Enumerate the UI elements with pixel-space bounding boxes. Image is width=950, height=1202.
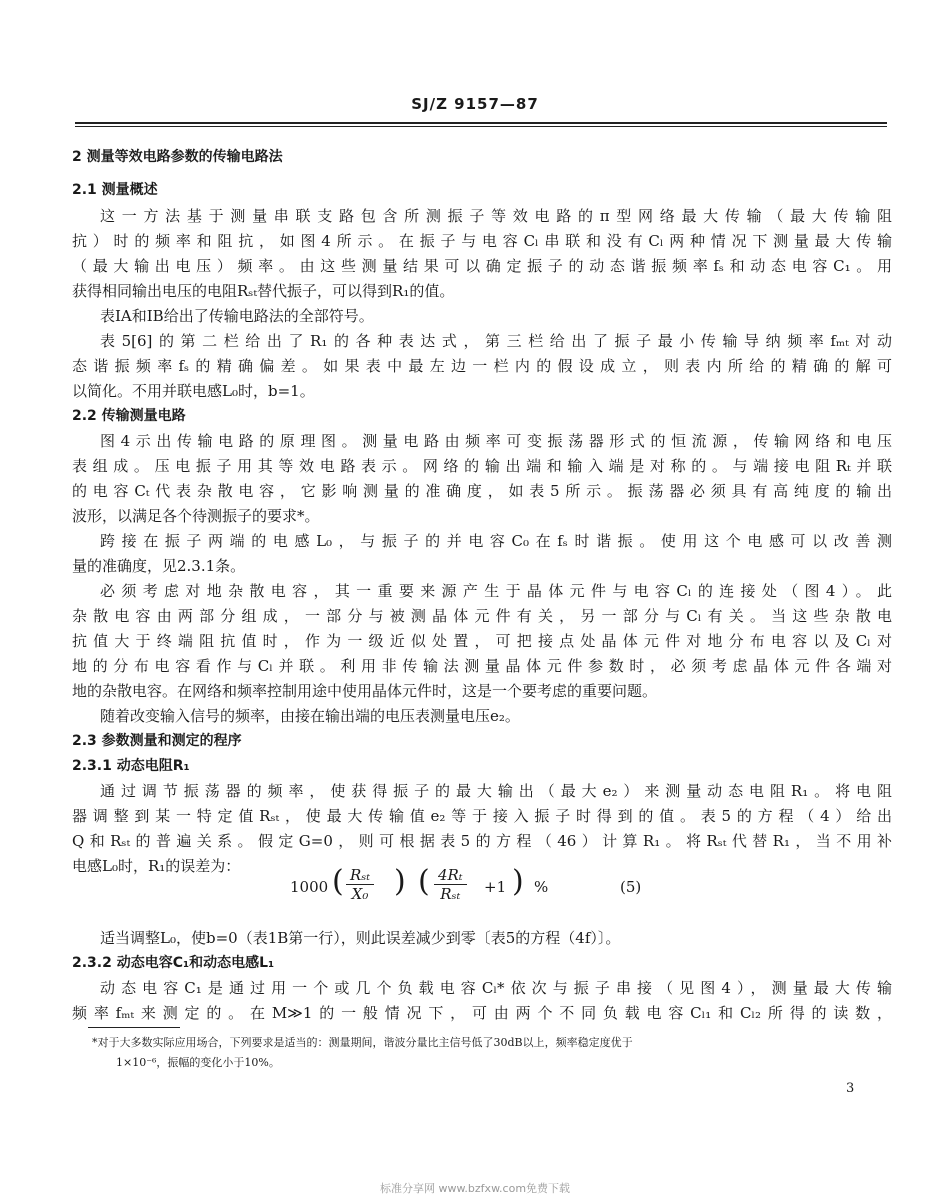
paragraph-line: 适当调整L₀，使b=0（表1B第一行），则此误差减少到零〔表5的方程（4f）〕。	[100, 929, 621, 947]
footnote-line: *对于大多数实际应用场合，下列要求是适当的：测量期间，谐波分量比主信号低了30dB以上，频率稳定度优于	[92, 1036, 633, 1049]
watermark-text: 标准分享网 www.bzfxw.com免费下载	[379, 1182, 571, 1195]
paragraph-line: 地的分布电容看作与Cₗ并联。利用非传输法测量晶体元件参数时，必须考虑晶体元件各端对	[72, 657, 892, 675]
right-paren: )	[512, 864, 524, 899]
formula-plus-one: +1	[484, 878, 507, 896]
formula-coefficient: 1000	[290, 878, 329, 896]
section-heading: 2 测量等效电路参数的传输电路法	[72, 149, 283, 165]
paragraph-line: Q和Rₛₜ的普遍关系。假定G=0，则可根据表5的方程（46）计算R₁。将Rₛₜ代替R₁，当不用补	[72, 832, 892, 850]
paragraph-line: 表IA和IB给出了传输电路法的全部符号。	[100, 307, 374, 325]
fraction-4rt-over-rst	[434, 866, 467, 903]
paragraph-line: 地的杂散电容。在网络和频率控制用途中使用晶体元件时，这是一个要考虑的重要问题。	[72, 682, 658, 700]
paragraph-line: 抗）时的频率和阻抗，如图4所示。在振子与电容Cₗ串联和没有Cₗ两种情况下测量最大传输	[72, 232, 892, 250]
left-paren: (	[332, 864, 344, 899]
page-number: 3	[846, 1081, 855, 1096]
subsection-heading: 2.3.1 动态电阻R₁	[72, 758, 190, 774]
paragraph-line: 态谐振频率fₛ的精确偏差。如果表中最左边一栏内的假设成立，则表内所给的精确的解可	[72, 357, 892, 375]
equation-number: (5)	[620, 878, 642, 896]
paragraph-line: 频率fₘₜ来测定的。在M≫1的一般情况下，可由两个不同负载电容Cₗ₁和Cₗ₂所得的读数，	[72, 1004, 892, 1022]
paragraph-line: 获得相同输出电压的电阻Rₛₜ替代振子，可以得到R₁的值。	[72, 282, 455, 300]
right-paren: )	[394, 864, 406, 899]
footnote-line: 1×10⁻⁶，振幅的变化小于10%。	[116, 1056, 280, 1069]
paragraph-line: 动态电容C₁是通过用一个或几个负载电容Cₗ*依次与振子串接（见图4），测量最大传输	[100, 979, 892, 997]
header-rule-thin	[75, 126, 887, 127]
left-paren: (	[418, 864, 430, 899]
fraction-denominator: X₀	[351, 885, 369, 903]
paragraph-line: 以简化。不用并联电感L₀时，b=1。	[72, 382, 315, 400]
paragraph-line: （最大输出电压）频率。由这些测量结果可以确定振子的动态谐振频率fₛ和动态电容C₁。用	[72, 257, 892, 275]
paragraph-line: 通过调节振荡器的频率，使获得振子的最大输出（最大e₂）来测量动态电阻R₁。将电阻	[100, 782, 892, 800]
fraction-denominator: Rₛₜ	[440, 885, 461, 903]
fraction-numerator: Rₛₜ	[346, 866, 374, 885]
paragraph-line: 抗值大于终端阻抗值时，作为一级近似处置，可把接点处晶体元件对地分布电容以及Cₗ对	[72, 632, 892, 650]
paragraph-line: 表5[6]的第二栏给出了R₁的各种表达式，第三栏给出了振子最小传输导纳频率fₘₜ对动	[100, 332, 892, 350]
paragraph-line: 表组成。压电振子用其等效电路表示。网络的输出端和输入端是对称的。与端接电阻Rₜ并联	[72, 457, 892, 475]
subsection-heading: 2.1 测量概述	[72, 182, 158, 198]
paragraph-line: 必须考虑对地杂散电容，其一重要来源产生于晶体元件与电容Cₗ的连接处（图4）。此	[100, 582, 892, 600]
paragraph-line: 器调整到某一特定值Rₛₜ，使最大传输值e₂等于接入振子时得到的值。表5的方程（4）给出	[72, 807, 892, 825]
paragraph-line: 电感L₀时，R₁的误差为：	[72, 857, 241, 875]
paragraph-line: 量的准确度，见2.3.1条。	[72, 557, 246, 575]
fraction-rst-over-x0	[346, 866, 374, 903]
paragraph-line: 跨接在振子两端的电感L₀，与振子的并电容C₀在fₛ时谐振。使用这个电感可以改善测	[100, 532, 892, 550]
header-rule-thick	[75, 122, 887, 124]
paragraph-line: 杂散电容由两部分组成，一部分与被测晶体元件有关，另一部分与Cₗ有关。当这些杂散电	[72, 607, 892, 625]
paragraph-line: 的电容Cₜ代表杂散电容，它影响测量的准确度，如表5所示。振荡器必须具有高纯度的输出	[72, 482, 892, 500]
subsection-heading: 2.3 参数测量和测定的程序	[72, 733, 242, 749]
equation-5	[290, 860, 690, 910]
document-header-id: SJ/Z 9157—87	[411, 95, 539, 113]
fraction-numerator: 4Rₜ	[434, 866, 467, 885]
paragraph-line: 这一方法基于测量串联支路包含所测振子等效电路的π型网络最大传输（最大传输阻	[100, 207, 892, 225]
paragraph-line: 随着改变输入信号的频率，由接在输出端的电压表测量电压e₂。	[100, 707, 520, 725]
subsection-heading: 2.3.2 动态电容C₁和动态电感L₁	[72, 955, 275, 971]
formula-unit: %	[534, 878, 549, 896]
subsection-heading: 2.2 传输测量电路	[72, 408, 186, 424]
paragraph-line: 波形，以满足各个待测振子的要求*。	[72, 507, 320, 525]
paragraph-line: 图4示出传输电路的原理图。测量电路由频率可变振荡器形式的恒流源，传输网络和电压	[100, 432, 892, 450]
footnote-rule	[88, 1027, 180, 1028]
